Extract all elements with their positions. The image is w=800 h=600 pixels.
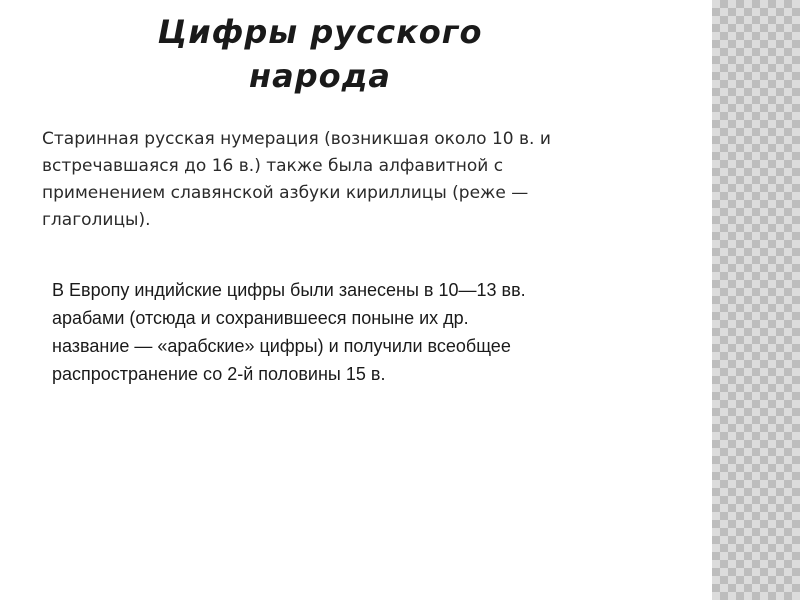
paragraph-arabic-numerals-europe: В Европу индийские цифры были занесены в 10—13 вв. арабами (отсюда и сохранившееся поныне их др. название — «арабские» цифры) и получили всеобщее распространение со 2-й половины 15 в. [52,280,526,384]
decorative-pattern-strip [712,0,800,600]
paragraph-old-russian-numbering: Старинная русская нумерация (возникшая около 10 в. и встречавшаяся до 16 в.) также была алфавитной с применением славянской азбуки кириллицы (реже — глаголицы). [42,129,551,230]
slide-title: Цифры русского народа [157,13,483,95]
